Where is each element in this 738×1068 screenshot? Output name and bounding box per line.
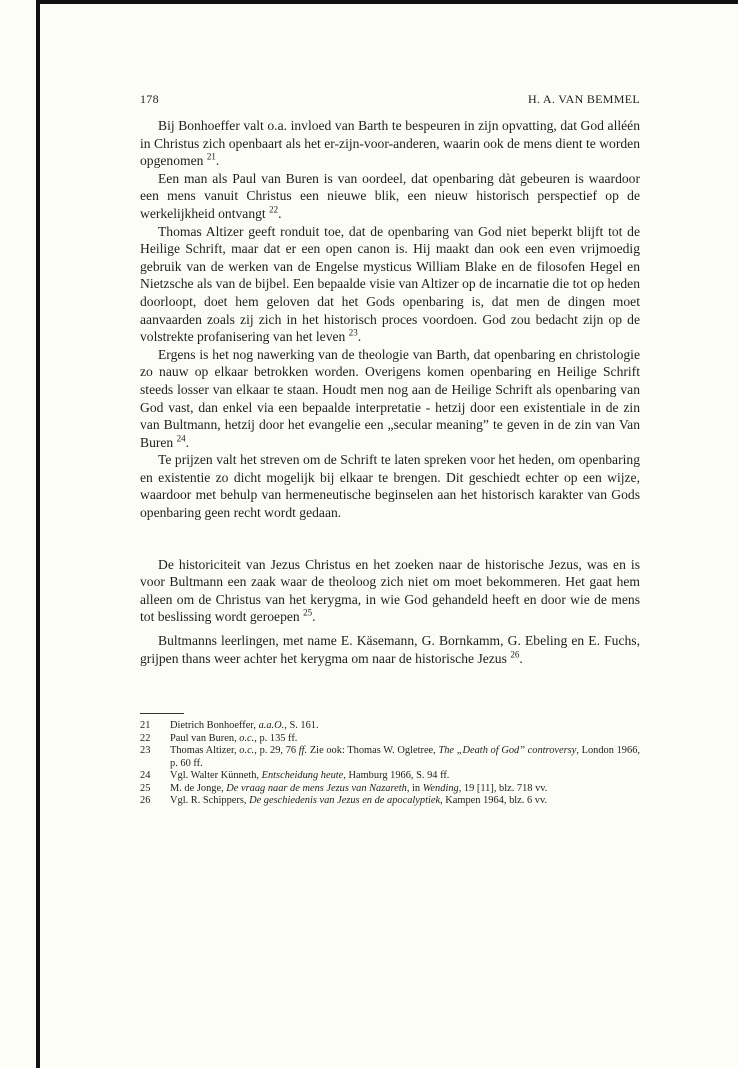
footnotes bbox=[140, 720, 640, 808]
scan-border-top bbox=[38, 0, 738, 4]
paragraph-2: Een man als Paul van Buren is van oordeel, dat openbaring dàt gebeuren is waardoor een mens vanuit Christus een nieuwe blik, een nieuw historisch perspectief op de werkelijkheid ontvangt $^{22}$. bbox=[140, 170, 640, 221]
footnote-ref-21[interactable]: 21 bbox=[206, 151, 216, 162]
paragraph-3: Thomas Altizer geeft ronduit toe, dat de openbaring van God niet beperkt blijft tot de Heilige Schrift, maar dat er een open canon is. Hij maakt dan ook een even vrijmoedig gebruik van de werken van de Engelse mysticus William Blake en de filosofen Hegel en Nietzsche als van de bijbel. Een bepaalde visie van Altizer op de incarnatie die tot op heden doorloopt, doet hem geloven dat het Gods openbaring is, dat men de dingen moet aanvaarden zoals zij zich in het historisch proces voordoen. God zou bedacht zijn op de volstrekte profanisering van het leven $^{23}$. bbox=[140, 223, 640, 345]
paragraph-1: Bij Bonhoeffer valt o.a. invloed van Barth te bespeuren in zijn opvatting, dat God alléén in Christus zich openbaart als het er-zijn-voor-anderen, waarin ook de mens dient te worden opgenomen $^{21}$. bbox=[140, 118, 640, 169]
section-break bbox=[140, 522, 640, 556]
footnote-ref-25[interactable]: 25 bbox=[303, 607, 313, 618]
paragraph-5: Te prijzen valt het streven om de Schrift te laten spreken voor het heden, om openbaring en existentie zo dicht mogelijk bij elkaar te brengen. Dit geschiedt echter op een wijze, waardoor met behulp van hermeneutische beginselen aan het historisch karakter van Gods openbaring geen recht wordt gedaan. bbox=[140, 452, 640, 521]
footnote-26: 26 Vgl. R. Schippers, De geschiedenis van Jezus en de apocalyptiek, Kampen 1964, blz. 6 vv. bbox=[140, 795, 548, 807]
page-number: 178 bbox=[140, 92, 159, 106]
paragraph-4: Ergens is het nog nawerking van de theologie van Barth, dat openbaring en christologie zo nauw op elkaar betrokken worden. Overigens komen openbaring en Heilige Schrift steeds losser van elkaar te staan. Houdt men nog aan de Heilige Schrift als openbaring van God vast, dan enkel via een bepaalde interpretatie - hetzij door een existentiale in de zin van Bultmann, hetzij door het evangelie een „secular meaning” te geven in de zin van Van Buren $^{24}$. bbox=[140, 346, 640, 450]
footnote-25: 25 M. de Jonge, De vraag naar de mens Jezus van Nazareth, in Wending, 19 [11], blz. 718 vv. bbox=[140, 782, 548, 794]
footnote-22: 22 Paul van Buren, o.c., p. 135 ff. bbox=[140, 732, 298, 744]
footnote-ref-26[interactable]: 26 bbox=[510, 649, 520, 660]
paragraph-7: Bultmanns leerlingen, met name E. Käsemann, G. Bornkamm, G. Ebeling en E. Fuchs, grijpen thans weer achter het kerygma om naar de historische Jezus $^{26}$. bbox=[140, 633, 640, 666]
paragraph-6: De historiciteit van Jezus Christus en het zoeken naar de historische Jezus, was en is voor Bultmann een zaak waar de theoloog zich niet om moet bekommeren. Het gaat hem alleen om de Christus van het kerygma, in wie God gehandeld heeft en door wie de mens tot beslissing wordt geroepen $^{25}$. bbox=[140, 556, 640, 625]
footnote-21: 21 Dietrich Bonhoeffer, a.a.O., S. 161. bbox=[140, 720, 319, 732]
footnote-ref-23[interactable]: 23 bbox=[348, 327, 358, 338]
footnote-23: 23 Thomas Altizer, o.c., p. 29, 76 ff. Zie ook: Thomas W. Ogletree, The „Death of God” controversy, London 1966, p. 60 ff. bbox=[140, 745, 640, 769]
running-title: H. A. VAN BEMMEL bbox=[527, 92, 640, 106]
body-text bbox=[140, 117, 640, 667]
running-header bbox=[140, 92, 640, 107]
scan-border-left bbox=[36, 0, 40, 1068]
footnote-ref-22[interactable]: 22 bbox=[269, 204, 279, 215]
footnote-separator bbox=[140, 713, 184, 714]
footnote-ref-24[interactable]: 24 bbox=[176, 433, 186, 444]
footnote-24: 24 Vgl. Walter Künneth, Entscheidung heute, Hamburg 1966, S. 94 ff. bbox=[140, 770, 450, 782]
book-page bbox=[140, 92, 640, 808]
